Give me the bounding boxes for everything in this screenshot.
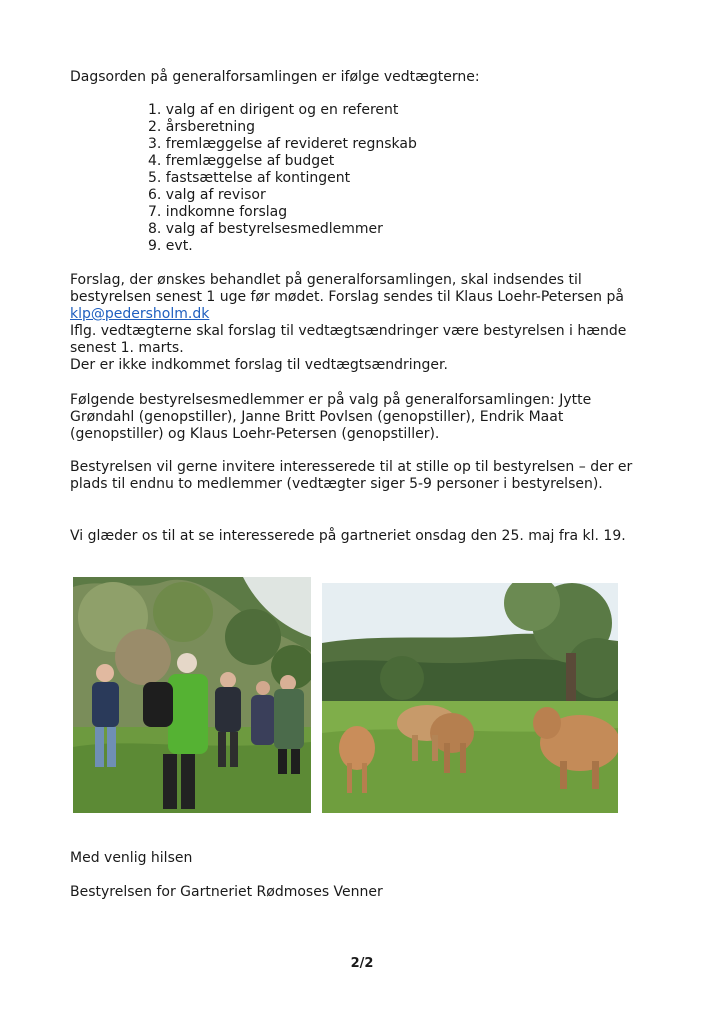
photo-people-garden xyxy=(73,577,311,813)
invite-paragraph: Bestyrelsen vil gerne invitere interesserede til at stille op til bestyrelsen – der er plads til endnu to medlemmer (vedtægter siger 5-9 personer i bestyrelsen). xyxy=(70,459,633,492)
agenda-item: 9. evt. xyxy=(148,238,193,254)
election-paragraph: Følgende bestyrelsesmedlemmer er på valg på generalforsamlingen: Jytte Grøndahl (genopstiller), Janne Britt Povlsen (genopstiller), Endrik Maat (genopstiller) og Klaus Loehr-Petersen (genopstiller). xyxy=(70,392,592,442)
photo-cows-meadow-art xyxy=(322,583,618,813)
agenda-list xyxy=(148,102,417,255)
page-number: 2/2 xyxy=(350,956,374,971)
agenda-intro: Dagsorden på generalforsamlingen er ifølge vedtægterne: xyxy=(70,69,480,85)
email-link[interactable]: klp@pedersholm.dk xyxy=(70,306,210,322)
agenda-item: 8. valg af bestyrelsesmedlemmer xyxy=(148,221,383,237)
photo-cows-meadow xyxy=(322,583,618,813)
proposals-paragraph xyxy=(70,272,660,323)
agenda-item: 5. fastsættelse af kontingent xyxy=(148,170,351,186)
greeting: Med venlig hilsen xyxy=(70,850,193,866)
meeting-paragraph: Vi glæder os til at se interesserede på gartneriet onsdag den 25. maj fra kl. 19. xyxy=(70,528,626,544)
proposals-text: Forslag, der ønskes behandlet på generalforsamlingen, skal indsendes til bestyrelsen senest 1 uge før mødet. Forslag sendes til Klaus Loehr-Petersen på xyxy=(70,272,624,305)
bylaws-status: Der er ikke indkommet forslag til vedtægtsændringer. xyxy=(70,357,448,373)
signature: Bestyrelsen for Gartneriet Rødmoses Venner xyxy=(70,884,383,900)
photo-people-garden-art xyxy=(73,577,311,813)
agenda-item: 4. fremlæggelse af budget xyxy=(148,153,335,169)
agenda-item: 3. fremlæggelse af revideret regnskab xyxy=(148,136,417,152)
agenda-item: 1. valg af en dirigent og en referent xyxy=(148,102,399,118)
agenda-item: 2. årsberetning xyxy=(148,119,256,135)
bylaws-paragraph: Iflg. vedtægterne skal forslag til vedtægtsændringer være bestyrelsen i hænde senest 1. marts. xyxy=(70,323,627,356)
agenda-item: 6. valg af revisor xyxy=(148,187,266,203)
agenda-item: 7. indkomne forslag xyxy=(148,204,288,220)
